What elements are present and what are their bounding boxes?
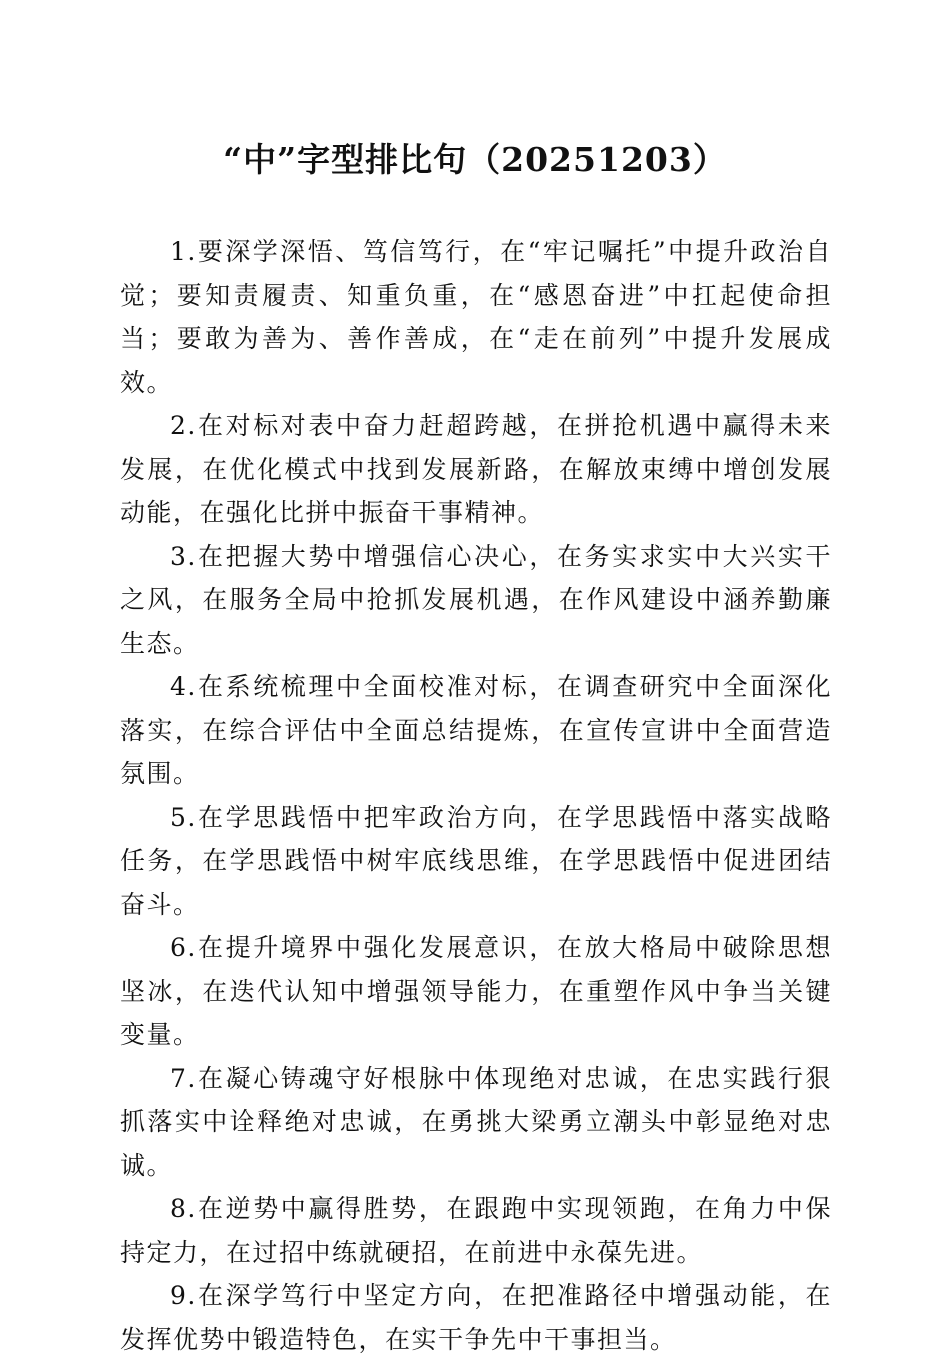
paragraph-9: 9.在深学笃行中坚定方向，在把准路径中增强动能，在发挥优势中锻造特色，在实干争先中干事担当。	[120, 1281, 832, 1354]
paragraph-1: 1.要深学深悟、笃信笃行，在“牢记嘱托”中提升政治自觉；要知责履责、知重负重，在“感恩奋进”中扛起使命担当；要敢为善为、善作善成，在“走在前列”中提升发展成效。	[120, 237, 832, 397]
paragraph-6: 6.在提升境界中强化发展意识，在放大格局中破除思想坚冰，在迭代认知中增强领导能力，在重塑作风中争当关键变量。	[120, 933, 832, 1049]
document-body	[120, 230, 832, 1361]
paragraph-5: 5.在学思践悟中把牢政治方向，在学思践悟中落实战略任务，在学思践悟中树牢底线思维，在学思践悟中促进团结奋斗。	[120, 802, 832, 919]
paragraph-7: 7.在凝心铸魂守好根脉中体现绝对忠诚，在忠实践行狠抓落实中诠释绝对忠诚，在勇挑大梁勇立潮头中彰显绝对忠诚。	[120, 1063, 832, 1180]
paragraph-2: 2.在对标对表中奋力赶超跨越，在拼抢机遇中赢得未来发展，在优化模式中找到发展新路，在解放束缚中增创发展动能，在强化比拼中振奋干事精神。	[120, 411, 832, 527]
document-title: “中”字型排比句（20251203）	[223, 140, 727, 179]
paragraph-3: 3.在把握大势中增强信心决心，在务实求实中大兴实干之风，在服务全局中抢抓发展机遇，在作风建设中涵养勤廉生态。	[120, 541, 832, 658]
paragraph-4: 4.在系统梳理中全面校准对标，在调查研究中全面深化落实，在综合评估中全面总结提炼，在宣传宣讲中全面营造氛围。	[120, 672, 832, 788]
paragraph-8: 8.在逆势中赢得胜势，在跟跑中实现领跑，在角力中保持定力，在过招中练就硬招，在前进中永葆先进。	[120, 1194, 832, 1267]
